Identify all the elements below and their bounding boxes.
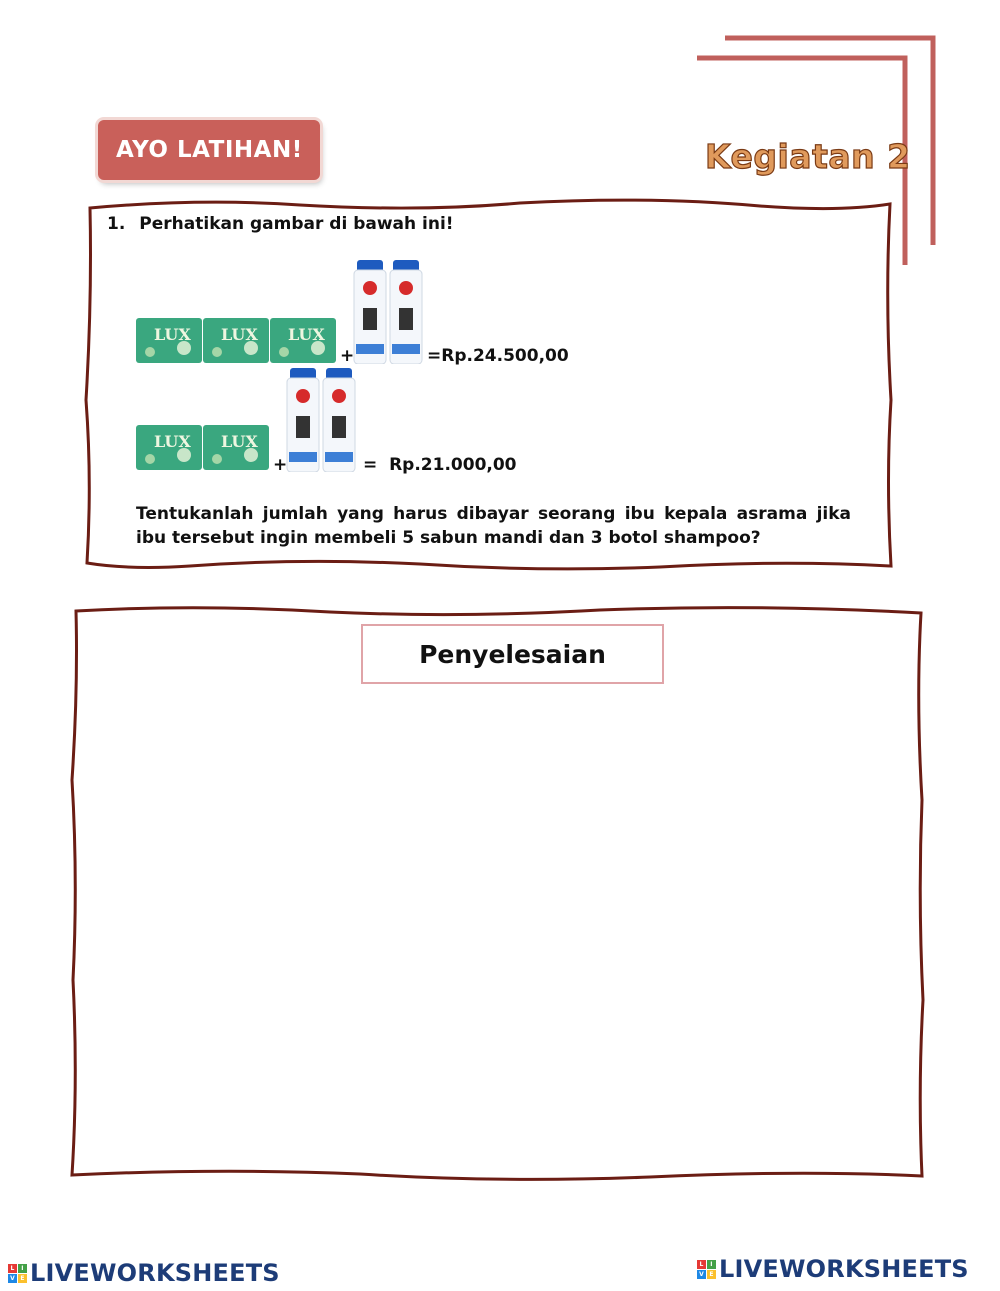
- plus-sign: +: [340, 346, 355, 366]
- liveworksheets-logo-left[interactable]: [8, 1259, 280, 1287]
- soap-bar-icon: [136, 425, 202, 470]
- soap-brand-label: LUX: [288, 325, 325, 344]
- shampoo-bottle-icon: [322, 368, 356, 472]
- liveworksheets-mark-icon: L I V E: [697, 1260, 716, 1279]
- instruction-text: Perhatikan gambar di bawah ini!: [139, 214, 454, 234]
- answer-title: Penyelesaian: [419, 639, 606, 669]
- plus-sign: +: [273, 455, 288, 475]
- soap-brand-label: LUX: [221, 325, 258, 344]
- activity-title: Kegiatan 2: [705, 137, 911, 176]
- answer-area[interactable]: [90, 700, 905, 1160]
- question-prompt: Tentukanlah jumlah yang harus dibayar seorang ibu kepala asrama jika ibu tersebut ingin membeli 5 sabun mandi dan 3 botol shampoo?: [136, 504, 851, 548]
- equation-2-result: = Rp.21.000,00: [363, 455, 517, 475]
- equation-1-result: =Rp.24.500,00: [427, 346, 569, 366]
- soap-bar-icon: [203, 425, 269, 470]
- logo-text: LIVEWORKSHEETS: [30, 1259, 280, 1287]
- soap-brand-label: LUX: [221, 432, 258, 451]
- logo-text: LIVEWORKSHEETS: [719, 1255, 969, 1283]
- equation-2: [0, 0, 1000, 500]
- liveworksheets-logo-right[interactable]: [697, 1255, 969, 1283]
- shampoo-bottle-icon: [286, 368, 320, 472]
- question-number: 1.: [107, 214, 126, 234]
- answer-title-box: [361, 624, 664, 684]
- soap-brand-label: LUX: [154, 325, 191, 344]
- soap-brand-label: LUX: [154, 432, 191, 451]
- badge-label: AYO LATIHAN!: [116, 137, 303, 163]
- liveworksheets-mark-icon: L I V E: [8, 1264, 27, 1283]
